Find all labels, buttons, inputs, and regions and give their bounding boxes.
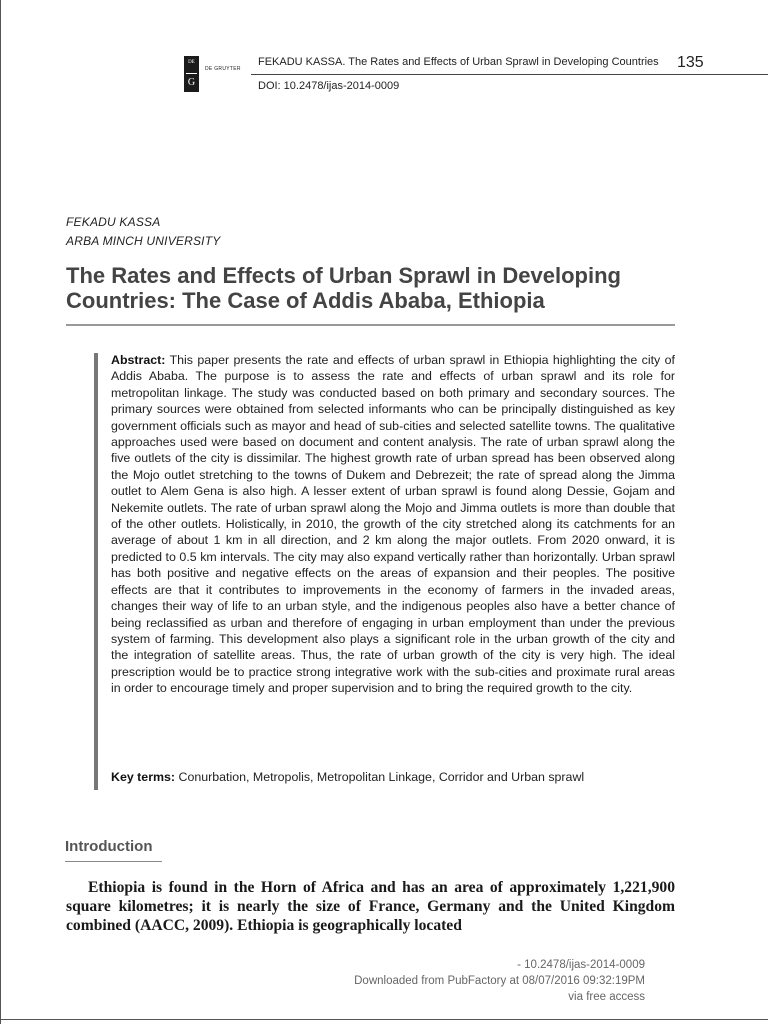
abstract-bar bbox=[94, 353, 98, 790]
title-rule bbox=[66, 324, 675, 326]
footer-doi: - 10.2478/ijas-2014-0009 bbox=[517, 959, 645, 971]
page-border-left bbox=[0, 0, 1, 1024]
article-title: The Rates and Effects of Urban Sprawl in Developing Countries: The Case of Addis Ababa, Ethiopia bbox=[66, 263, 621, 313]
introduction-heading: Introduction bbox=[65, 838, 153, 855]
logo-rule bbox=[186, 73, 197, 74]
running-head: FEKADU KASSA. The Rates and Effects of Urban Sprawl in Developing Countries bbox=[258, 56, 659, 68]
author-affiliation: ARBA MINCH UNIVERSITY bbox=[66, 234, 221, 248]
introduction-paragraph: Ethiopia is found in the Horn of Africa and has an area of approximately 1,221,900 square kilometres; it is nearly the size of France, Germany and the United Kingdom combined (AACC, 2009). Ethiopia is geographically located bbox=[66, 879, 675, 934]
abstract-label: Abstract: bbox=[111, 353, 166, 367]
key-terms bbox=[111, 769, 681, 785]
author-name: FEKADU KASSA bbox=[66, 215, 161, 229]
key-terms-text: Conurbation, Metropolis, Metropolitan Linkage, Corridor and Urban sprawl bbox=[175, 770, 585, 784]
footer-access: via free access bbox=[568, 991, 645, 1003]
header-rule bbox=[251, 74, 768, 75]
introduction-rule bbox=[65, 861, 162, 862]
footer-download-info: Downloaded from PubFactory at 08/07/2016 09:32:19PM bbox=[354, 975, 645, 987]
publisher-name: DE GRUYTER bbox=[205, 66, 241, 72]
abstract bbox=[111, 352, 675, 697]
logo-letter: G bbox=[187, 77, 196, 88]
page-number: 135 bbox=[677, 54, 704, 71]
publisher-logo bbox=[184, 56, 199, 92]
doi: DOI: 10.2478/ijas-2014-0009 bbox=[258, 80, 400, 92]
key-terms-label: Key terms: bbox=[111, 770, 176, 784]
download-footer bbox=[300, 957, 645, 1005]
logo-top-text: DE bbox=[188, 60, 195, 65]
abstract-text: This paper presents the rate and effects of urban sprawl in Ethiopia highlighting the city of Addis Ababa. The purpose is to assess the rate and effects of urban sprawl and its role for metropolitan linkage. The study was conducted based on both primary and secondary sources. The primary sources were obtained from selected informants who can be principally distinguished as key government officials such as mayor and head of sub-cities and selected satellite towns. The qualitative approaches used were based on document and content analysis. The rate of urban sprawl along the five outlets of the city is dissimilar. The highest growth rate of urban spread has been observed along the Mojo outlet stretching to the towns of Dukem and Debrezeit; the rate of spread along the Jimma outlet to Alem Gena is also high. A lesser extent of urban sprawl is found along Dessie, Gojam and Nekemite outlets. The rate of urban sprawl along the Mojo and Jimma outlets is more than double that of the other outlets. Holistically, in 2010, the growth of the city stretched along its catchments for an average of about 1 km in all direction, and 2 km along the major outlets. From 2020 onward, it is predicted to 0.5 km intervals. The city may also expand vertically rather than horizontally. Urban sprawl has both positive and negative effects on the areas of expansion and their peoples. The positive effects are that it contributes to improvements in the economy of farmers in the invaded areas, changes their way of life to an urban style, and the indigenous peoples also have a better chance of being reclassified as urban and therefore of engaging in urban employment than under the previous system of farming. This development also plays a significant role in the urban growth of the city and the integration of satellite areas. Thus, the rate of urban growth of the city is very high. The ideal prescription would be to practice strong integrative work with the sub-cities and proximate rural areas in order to encourage timely and proper supervision and to bring the required growth to the city. bbox=[111, 353, 675, 696]
page-border-bottom bbox=[0, 1019, 768, 1020]
